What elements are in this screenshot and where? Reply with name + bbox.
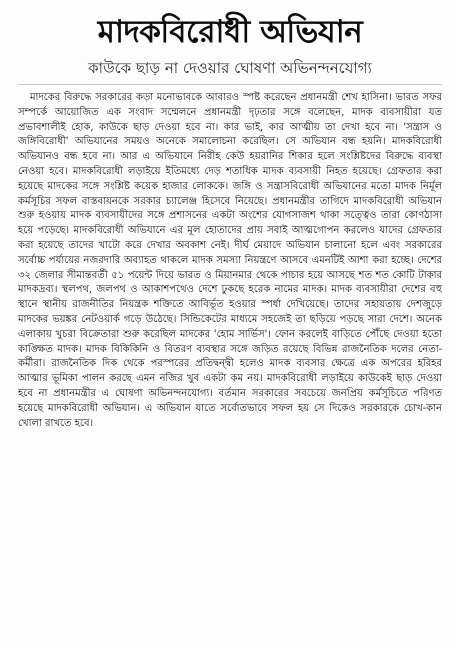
article-body [18,91,442,431]
divider [18,84,442,85]
article-subheadline: কাউকে ছাড় না দেওয়ার ঘোষণা অভিনন্দনযোগ্য [88,59,372,77]
article-body-text: মাদকের বিরুদ্ধে সরকারের কড়া মনোভাবকে আবারও স্পষ্ট করেছেন প্রধানমন্ত্রী শেখ হাসিনা। ভারত সফর সম্পর্কে আয়োজিত এক সংবাদ সম্মেলনে প্রধানমন্ত্রী দৃঢ়তার সঙ্গে বলেছেন, মাদক ব্যবসায়ীরা যত প্রভাবশালীই হোক, কাউকে ছাড় দেওয়া হবে না। কার ভাই, কার আত্মীয় তা দেখা হবে না। 'সন্ত্রাস ও জঙ্গিবিরোধী' অভিযানের সময়ও অনেকে সমালোচনা করেছিল। সে অভিযান বন্ধ হয়নি। মাদকবিরোধী অভিযানও বন্ধ হবে না। আর এ অভিযানে নিরীহ কেউ হয়রানির শিকার হলে সংশ্লিষ্টদের বিরুদ্ধে ব্যবস্থা নেওয়া হবে। মাদকবিরোধী লড়াইয়ে ইতিমধ্যে দেড় শতাধিক মাদক ব্যবসায়ী নিহত হয়েছে। গ্রেফতার করা হয়েছে মাদকের সঙ্গে সংশ্লিষ্ট কয়েক হাজার লোককে। জঙ্গি ও সন্ত্রাসবিরোধী অভিযানের মতো মাদক নির্মূল কর্মসূচির সফল বাস্তবায়নকে সরকার চ্যালেঞ্জ হিসেবে নিয়েছে। প্রধানমন্ত্রীর তাগিদে মাদকবিরোধী অভিযান শুরু হওয়ায় মাদক ব্যবসায়ীদের সঙ্গে প্রশাসনের একটা অংশের যোগসাজশ থাকা সত্ত্বেও তারা কোণঠাসা হয়ে পড়েছে। মাদকবিরোধী অভিযানে এর মূল হোতাদের প্রায় সবাই আত্মগোপন করলেও যাদের গ্রেফতার করা হয়েছে তাদের খাটো করে দেখার অবকাশ নেই। দীর্ঘ মেয়াদে অভিযান চালানো হলে এবং সরকারের সর্বোচ্চ পর্যায়ের নজরদারি অব্যাহত থাকলে মাদক সমস্যা নিয়ন্ত্রণে আসবে এমনটিই আশা করা হচ্ছে। দেশের ৩২ জেলার সীমান্তবর্তী ৫১ পয়েন্ট দিয়ে ভারত ও মিয়ানমার থেকে পাচার হয়ে আসছে শত শত কোটি টাকার মাদকদ্রব্য। স্থলপথ, জলপথ ও আকাশপথেও দেশে ঢুকছে হরেক নামের মাদক। মাদক ব্যবসায়ীরা দেশের বহু স্থানে স্থানীয় রাজনীতির নিয়ন্ত্রক শক্তিতে আবির্ভূত হওয়ার স্পর্ধা দেখিয়েছে। তাদের সহায়তায় দেশজুড়ে মাদকের ভয়ঙ্কর নেটওয়ার্ক গড়ে উঠেছে। সিন্ডিকেটের মাধ্যমে সহজেই তা ছড়িয়ে পড়ছে সারা দেশে। অনেক এলাকায় খুচরা বিক্রেতারা শুরু করেছিল মাদকের 'হোম সার্ভিস'। ফোন করলেই বাড়িতে পৌঁছে দেওয়া হতো কাঙ্ক্ষিত মাদক। মাদক বিকিকিনি ও বিতরণ ব্যবস্থার সঙ্গে জড়িত রয়েছে বিভিন্ন রাজনৈতিক দলের নেতা-কর্মীরা। রাজনৈতিক দিক থেকে পরস্পরের প্রতিদ্বন্দ্বী হলেও মাদক ব্যবসার ক্ষেত্রে এক অপরের হরিহর আত্মার ভূমিকা পালন করছে এমন নজির খুব একটা কম নয়। মাদকবিরোধী লড়াইয়ে কাউকেই ছাড় দেওয়া হবে না প্রধানমন্ত্রীর এ ঘোষণা অভিনন্দনযোগ্য। বর্তমান সরকারের সবচেয়ে জনপ্রিয় কর্মসূচিতে পরিণত হয়েছে মাদকবিরোধী অভিযান। এ অভিযান যাতে সর্বোতভাবে সফল হয় সে দিকেও সরকারকে চোখ-কান খোলা রাখতে হবে। [18,92,442,429]
article-headline: মাদকবিরোধী অভিযান [97,14,363,50]
